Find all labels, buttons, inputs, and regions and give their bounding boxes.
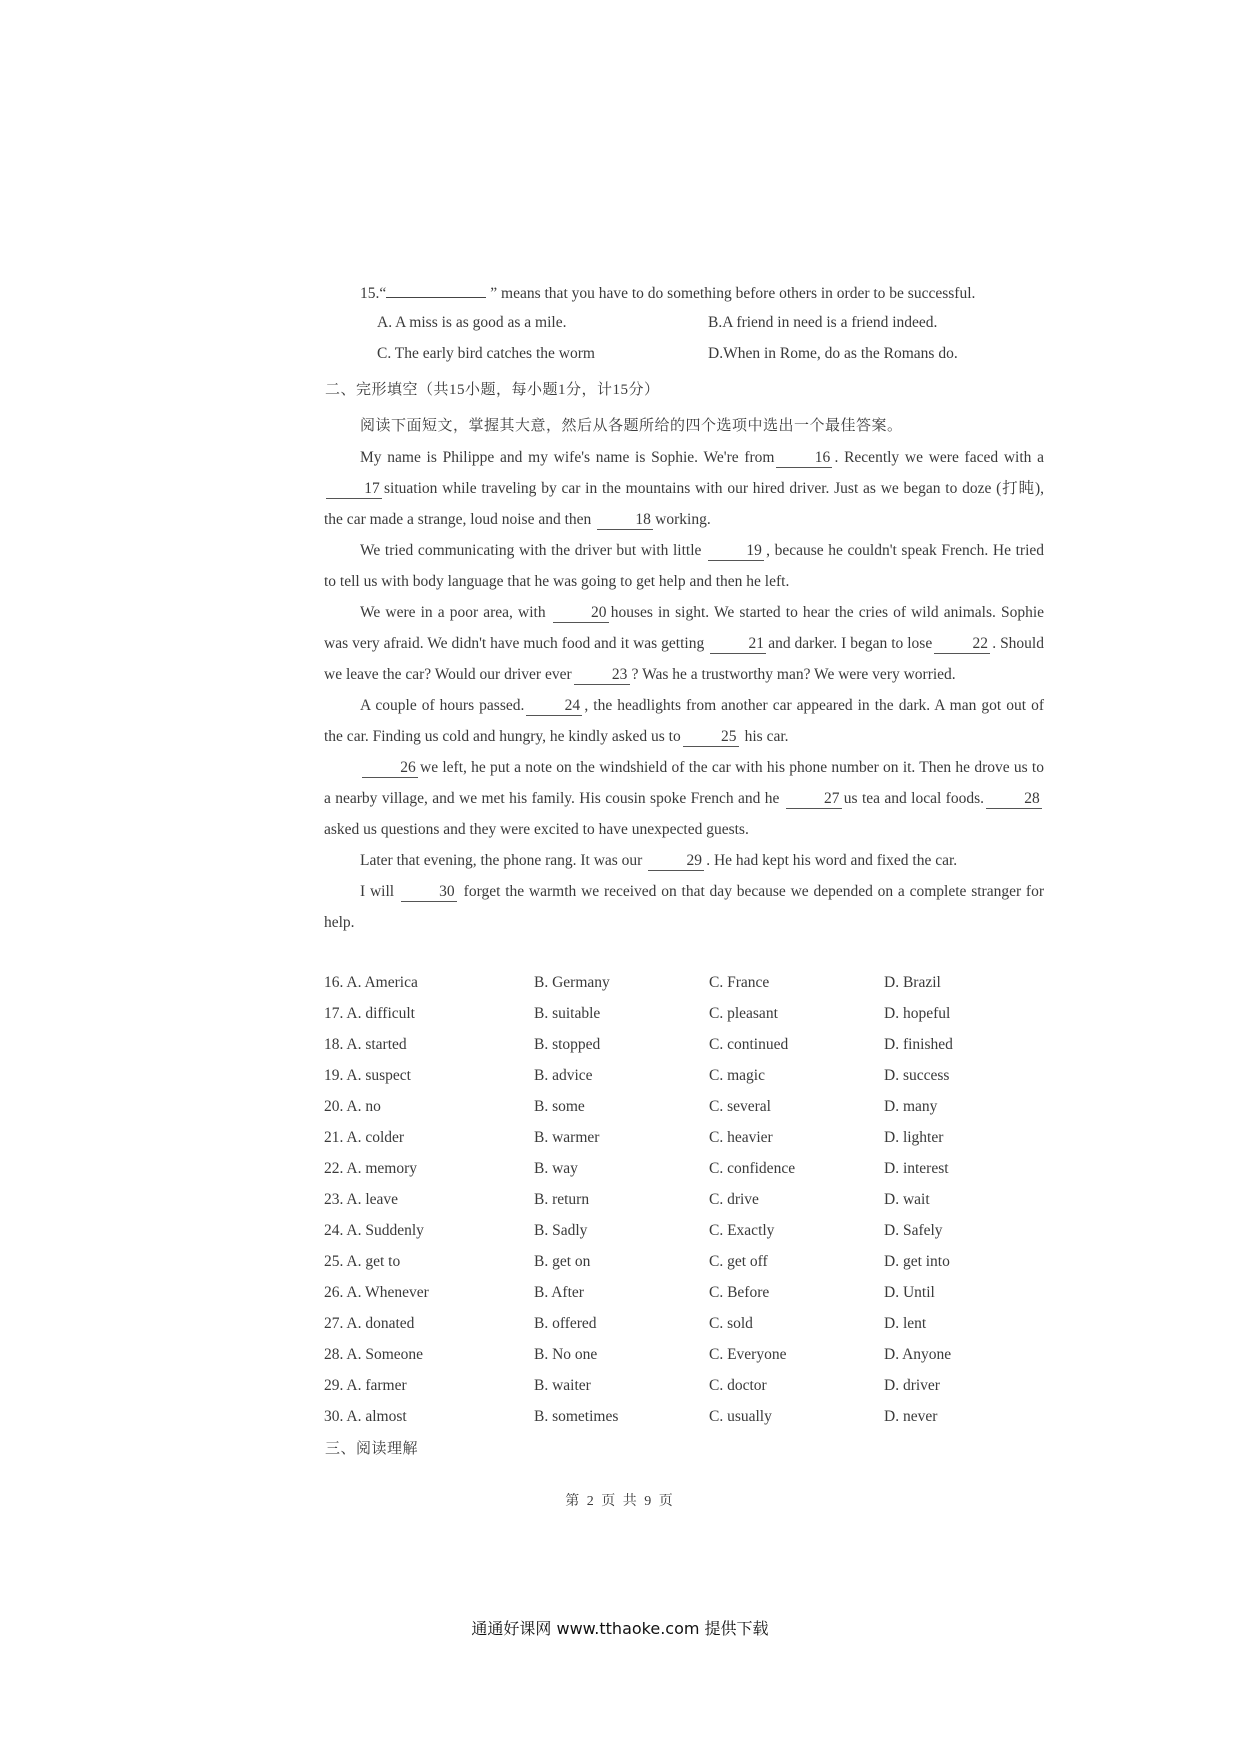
choice-c: C. pleasant [709,1005,778,1022]
blank-26: 26 [362,759,418,778]
choice-d: D. wait [884,1191,930,1208]
choice-c: C. get off [709,1253,768,1270]
choice-a: 23. A. leave [324,1191,399,1208]
choice-b: B. offered [534,1315,597,1332]
blank-18: 18 [597,511,653,530]
choice-d: D. Anyone [884,1346,952,1363]
choice-b: B. waiter [534,1377,591,1394]
choice-row [324,1284,1044,1315]
cloze-passage [324,442,1044,938]
choice-c: C. sold [709,1315,753,1332]
blank-25: 25 [683,728,739,747]
choice-d: D. get into [884,1253,950,1270]
choice-a: 29. A. farmer [324,1377,407,1394]
choice-d: D. lighter [884,1129,944,1146]
blank-19: 19 [708,542,764,561]
option-a: A. A miss is as good as a mile. [377,314,567,331]
choice-d: D. Brazil [884,974,941,991]
choice-row [324,1160,1044,1191]
choice-d: D. Until [884,1284,935,1301]
choice-c: C. drive [709,1191,759,1208]
passage-paragraph: My name is Philippe and my wife's name is Sophie. We're from 16 . Recently we were faced with a 17 situation while traveling by car in the mountains with our hired driver. Just as we began to doze (打盹), the car made a strange, loud noise and then 18 working. [324,449,1045,528]
choice-b: B. sometimes [534,1408,619,1425]
question-text: means that you have to do something before others in order to be successful. [501,285,976,302]
passage-paragraph: I will 30 forget the warmth we received on that day because we depended on a complete stranger for help. [324,883,1045,931]
choice-a: 30. A. almost [324,1408,407,1425]
choice-c: C. Exactly [709,1222,775,1239]
choice-c: C. doctor [709,1377,767,1394]
page-number: 第 2 页 共 9 页 [565,1494,675,1509]
choice-a: 18. A. started [324,1036,407,1053]
blank-21: 21 [710,635,766,654]
blank-16: 16 [776,449,832,468]
blank-30: 30 [401,883,457,902]
choice-a: 25. A. get to [324,1253,401,1270]
blank-20: 20 [553,604,609,623]
choice-b: B. advice [534,1067,593,1084]
download-credit: 通通好课网 www.tthaoke.com 提供下载 [471,1619,769,1638]
section-instruction: 阅读下面短文，掌握其大意，然后从各题所给的四个选项中选出一个最佳答案。 [360,418,903,434]
choice-b: B. suitable [534,1005,601,1022]
choice-b: B. After [534,1284,584,1301]
choice-d: D. many [884,1098,938,1115]
choice-d: D. success [884,1067,950,1084]
choice-row [324,1098,1044,1129]
choice-row [324,1377,1044,1408]
choice-d: D. finished [884,1036,953,1053]
choice-c: C. several [709,1098,771,1115]
choice-row [324,1408,1044,1439]
choice-d: D. hopeful [884,1005,951,1022]
blank-29: 29 [648,852,704,871]
passage-paragraph: 26 we left, he put a note on the windshield of the car with his phone number on it. Then he drove us to a nearby village, and we met his family. His cousin spoke French and he 27 us tea and local foods. 28 asked us questions and they were excited to have unexpected guests. [324,759,1044,838]
choice-a: 19. A. suspect [324,1067,411,1084]
choice-a: 16. A. America [324,974,418,991]
choice-a: 26. A. Whenever [324,1284,429,1301]
choice-d: D. never [884,1408,938,1425]
question-number: 15. [360,285,380,302]
choice-b: B. stopped [534,1036,601,1053]
passage-paragraph: Later that evening, the phone rang. It was our 29 . He had kept his word and fixed the car. [360,852,958,869]
choice-b: B. Germany [534,974,610,991]
choice-d: D. driver [884,1377,940,1394]
blank-17: 17 [326,480,382,499]
choice-a: 20. A. no [324,1098,381,1115]
choice-c: C. Everyone [709,1346,787,1363]
blank-23: 23 [574,666,630,685]
choice-row [324,1036,1044,1067]
choice-b: B. warmer [534,1129,600,1146]
option-b: B.A friend in need is a friend indeed. [708,314,938,331]
choice-b: B. No one [534,1346,598,1363]
choice-row [324,974,1044,1005]
choice-row [324,1067,1044,1098]
section-heading-cloze: 二、完形填空（共15小题，每小题1分，计15分） [325,382,660,398]
choice-c: C. magic [709,1067,765,1084]
blank-28: 28 [986,790,1042,809]
answer-choices [324,974,1044,1439]
choice-b: B. way [534,1160,578,1177]
choice-c: C. continued [709,1036,789,1053]
blank-22: 22 [934,635,990,654]
choice-row [324,1191,1044,1222]
choice-row [324,1253,1044,1284]
choice-row [324,1315,1044,1346]
blank-24: 24 [526,697,582,716]
passage-paragraph: We tried communicating with the driver but with little 19 , because he couldn't speak French. He tried to tell us with body language that he was going to get help and then he left. [324,542,1045,590]
choice-a: 28. A. Someone [324,1346,424,1363]
option-c: C. The early bird catches the worm [377,345,595,362]
answer-blank [386,283,486,298]
question-15-stem: 15.“ ” means that you have to do something before others in order to be successful. [360,285,976,302]
choice-b: B. return [534,1191,590,1208]
choice-c: C. heavier [709,1129,773,1146]
choice-b: B. some [534,1098,585,1115]
choice-a: 27. A. donated [324,1315,415,1332]
choice-d: D. Safely [884,1222,943,1239]
blank-27: 27 [786,790,842,809]
choice-row [324,1222,1044,1253]
section-heading-reading: 三、阅读理解 [325,1441,419,1457]
choice-a: 24. A. Suddenly [324,1222,424,1239]
choice-d: D. lent [884,1315,927,1332]
choice-d: D. interest [884,1160,949,1177]
choice-a: 22. A. memory [324,1160,417,1177]
choice-c: C. France [709,974,770,991]
choice-row [324,1005,1044,1036]
choice-a: 17. A. difficult [324,1005,415,1022]
choice-b: B. Sadly [534,1222,588,1239]
choice-c: C. usually [709,1408,772,1425]
passage-paragraph: A couple of hours passed. 24 , the headlights from another car appeared in the dark. A man got out of the car. Finding us cold and hungry, he kindly asked us to 25 his car. [324,697,1044,745]
choice-a: 21. A. colder [324,1129,405,1146]
choice-b: B. get on [534,1253,591,1270]
choice-row [324,1346,1044,1377]
choice-c: C. confidence [709,1160,796,1177]
passage-paragraph: We were in a poor area, with 20 houses in sight. We started to hear the cries of wild animals. Sophie was very afraid. We didn't have much food and it was getting 21 and darker. I began to lose 22 . Should we leave the car? Would our driver ever 23 ? Was he a trustworthy man? We were very worried. [324,604,1045,683]
choice-c: C. Before [709,1284,770,1301]
choice-row [324,1129,1044,1160]
option-d: D.When in Rome, do as the Romans do. [708,345,958,362]
